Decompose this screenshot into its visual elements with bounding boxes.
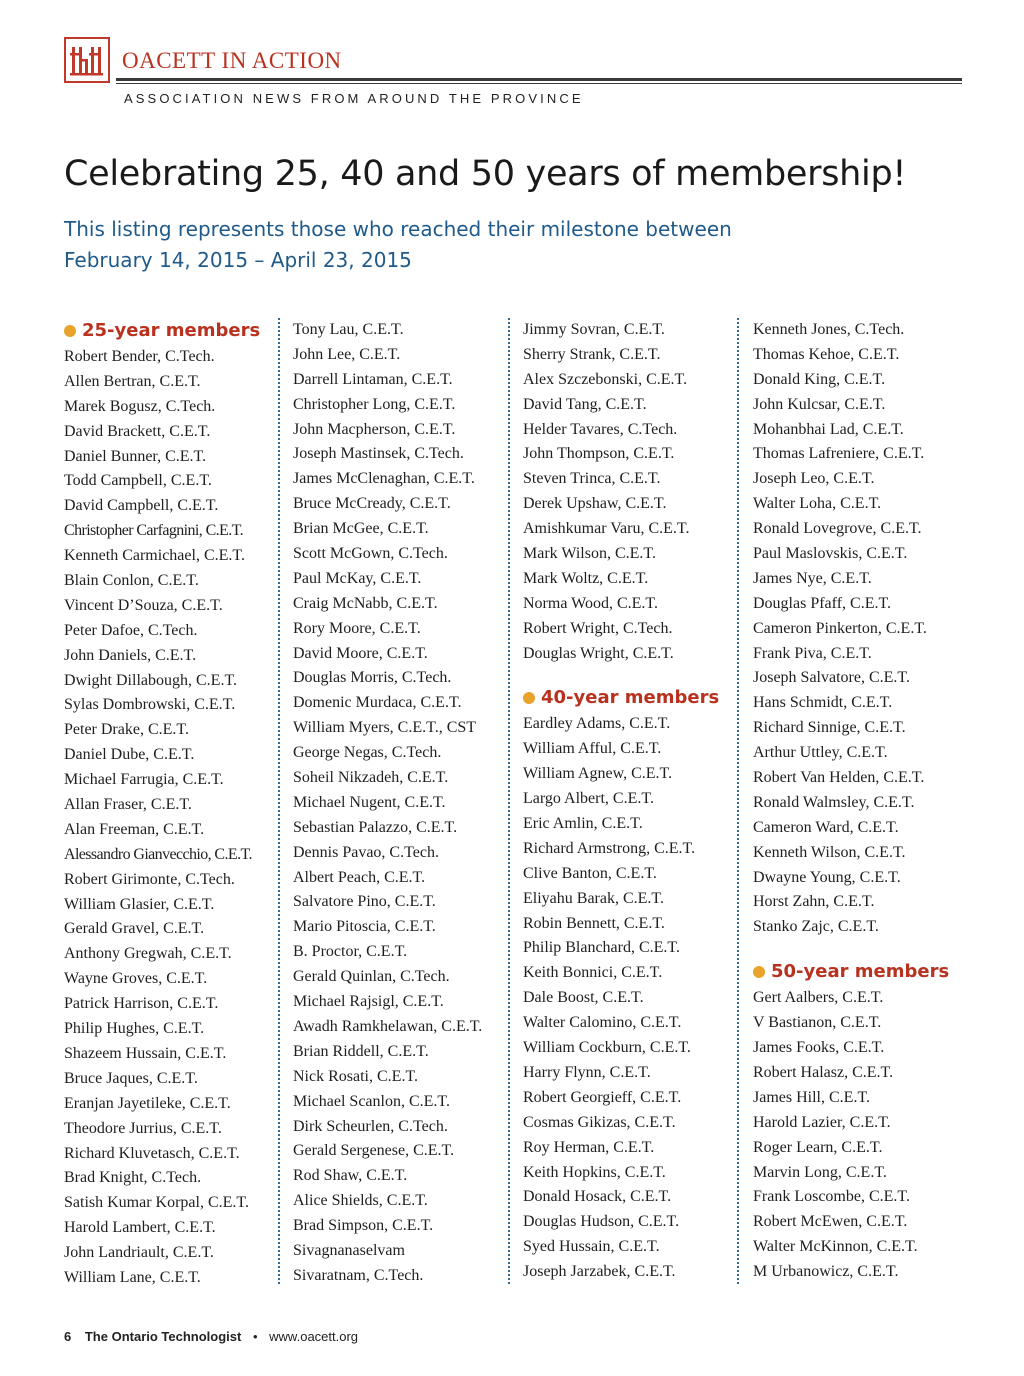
member-name: John Lee, C.E.T. — [293, 345, 401, 363]
member-name: Robert Wright, C.Tech. — [523, 619, 673, 637]
member-name: Domenic Murdaca, C.E.T. — [293, 694, 462, 712]
member-name: Robert Van Helden, C.E.T. — [753, 769, 925, 787]
member-name: Steven Trinca, C.E.T. — [523, 470, 661, 488]
member-name: Alessandro Gianvecchio, C.E.T. — [64, 845, 252, 863]
member-name: Sebastian Palazzo, C.E.T. — [293, 818, 458, 836]
section-subtitle: ASSOCIATION NEWS FROM AROUND THE PROVINCE — [124, 91, 584, 106]
website-link[interactable]: www.oacett.org — [269, 1329, 359, 1344]
member-name: John Daniels, C.E.T. — [64, 646, 197, 664]
member-name: Awadh Ramkhelawan, C.E.T. — [293, 1017, 483, 1035]
member-name: Mario Pitoscia, C.E.T. — [293, 918, 436, 936]
member-name: Cameron Pinkerton, C.E.T. — [753, 619, 927, 637]
member-name: James Fooks, C.E.T. — [753, 1039, 885, 1057]
member-name: Gert Aalbers, C.E.T. — [753, 989, 884, 1007]
member-name: Robert Halasz, C.E.T. — [753, 1063, 894, 1081]
member-name: Keith Hopkins, C.E.T. — [523, 1163, 666, 1181]
member-name: Cosmas Gikizas, C.E.T. — [523, 1113, 676, 1131]
member-name: Rory Moore, C.E.T. — [293, 619, 421, 637]
deck-line: February 14, 2015 – April 23, 2015 — [64, 248, 412, 272]
member-name: James Hill, C.E.T. — [753, 1088, 871, 1106]
member-name: Patrick Harrison, C.E.T. — [64, 995, 219, 1013]
member-name: David Moore, C.E.T. — [293, 644, 428, 662]
member-name: John Kulcsar, C.E.T. — [753, 395, 886, 413]
member-name: Allen Bertran, C.E.T. — [64, 372, 201, 390]
member-name: Joseph Salvatore, C.E.T. — [753, 669, 911, 687]
member-name: Michael Nugent, C.E.T. — [293, 793, 446, 811]
page-number: 6 — [64, 1329, 72, 1344]
member-name: William Cockburn, C.E.T. — [523, 1039, 691, 1057]
member-name: Clive Banton, C.E.T. — [523, 864, 657, 882]
column-divider — [508, 318, 510, 1284]
member-name: Walter Calomino, C.E.T. — [523, 1014, 682, 1032]
category-label: 25-year members — [82, 320, 261, 341]
member-name: Paul McKay, C.E.T. — [293, 569, 422, 587]
member-name: Walter Loha, C.E.T. — [753, 495, 882, 513]
member-name: Dwayne Young, C.E.T. — [753, 868, 901, 886]
member-name: Philip Hughes, C.E.T. — [64, 1020, 205, 1038]
member-name: David Brackett, C.E.T. — [64, 422, 211, 440]
member-name: Walter McKinnon, C.E.T. — [753, 1238, 918, 1256]
member-list — [753, 986, 949, 1285]
member-name: Richard Kluvetasch, C.E.T. — [64, 1144, 240, 1162]
member-list — [753, 318, 949, 940]
member-name: Dwight Dillabough, C.E.T. — [64, 671, 238, 689]
member-name: Gerald Quinlan, C.Tech. — [293, 968, 450, 986]
category-heading-50 — [753, 958, 949, 986]
member-name: Robert Georgieff, C.E.T. — [523, 1088, 682, 1106]
member-name: Soheil Nikzadeh, C.E.T. — [293, 769, 449, 787]
article-headline: Celebrating 25, 40 and 50 years of membership! — [64, 154, 907, 194]
member-name: Brad Simpson, C.E.T. — [293, 1217, 434, 1235]
member-name: Scott McGown, C.Tech. — [293, 545, 448, 563]
member-name: Philip Blanchard, C.E.T. — [523, 939, 681, 957]
member-name: Ronald Lovegrove, C.E.T. — [753, 520, 922, 538]
member-name: Mohanbhai Lad, C.E.T. — [753, 420, 904, 438]
member-name: Eardley Adams, C.E.T. — [523, 715, 671, 733]
member-list — [523, 712, 719, 1284]
member-name: V Bastianon, C.E.T. — [753, 1014, 882, 1032]
member-name: William Agnew, C.E.T. — [523, 765, 673, 783]
member-name: Michael Rajsigl, C.E.T. — [293, 993, 444, 1011]
page-footer — [64, 1329, 358, 1344]
member-name: Christopher Carfagnini, C.E.T. — [64, 522, 244, 540]
member-name: Todd Campbell, C.E.T. — [64, 472, 212, 490]
member-name: John Thompson, C.E.T. — [523, 445, 675, 463]
member-name: William Myers, C.E.T., CST — [293, 719, 477, 737]
member-name: Alan Freeman, C.E.T. — [64, 820, 205, 838]
members-column-2 — [293, 318, 482, 1289]
member-name: Craig McNabb, C.E.T. — [293, 594, 438, 612]
member-name: Albert Peach, C.E.T. — [293, 868, 426, 886]
member-list — [293, 318, 482, 1289]
member-name: Ronald Walmsley, C.E.T. — [753, 793, 915, 811]
member-name: Thomas Kehoe, C.E.T. — [753, 345, 900, 363]
member-name: Robert Girimonte, C.Tech. — [64, 870, 235, 888]
member-name: Donald Hosack, C.E.T. — [523, 1188, 672, 1206]
member-name: Richard Sinnige, C.E.T. — [753, 719, 906, 737]
publication-name: The Ontario Technologist — [84, 1329, 242, 1344]
member-name: Salvatore Pino, C.E.T. — [293, 893, 436, 911]
member-name: Paul Maslovskis, C.E.T. — [753, 545, 908, 563]
member-name: Eliyahu Barak, C.E.T. — [523, 889, 664, 907]
member-name: James McClenaghan, C.E.T. — [293, 470, 475, 488]
member-name: Amishkumar Varu, C.E.T. — [523, 520, 690, 538]
bullet-dot-icon — [523, 692, 535, 704]
member-name: Helder Tavares, C.Tech. — [523, 420, 678, 438]
member-name: Douglas Wright, C.E.T. — [523, 644, 674, 662]
member-name: William Lane, C.E.T. — [64, 1268, 201, 1286]
member-name: Brian McGee, C.E.T. — [293, 520, 429, 538]
member-name: Rod Shaw, C.E.T. — [293, 1167, 408, 1185]
member-name: Eric Amlin, C.E.T. — [523, 815, 643, 833]
member-name: Wayne Groves, C.E.T. — [64, 970, 208, 988]
member-name: Dale Boost, C.E.T. — [523, 989, 644, 1007]
member-name: Allan Fraser, C.E.T. — [64, 796, 192, 814]
member-name: Dirk Scheurlen, C.Tech. — [293, 1117, 448, 1135]
member-name: John Landriault, C.E.T. — [64, 1244, 214, 1262]
member-name: Eranjan Jayetileke, C.E.T. — [64, 1094, 231, 1112]
member-name: Richard Armstrong, C.E.T. — [523, 839, 696, 857]
member-name: Largo Albert, C.E.T. — [523, 790, 654, 808]
member-name: B. Proctor, C.E.T. — [293, 943, 408, 961]
category-label: 40-year members — [541, 687, 720, 709]
member-name: Kenneth Wilson, C.E.T. — [753, 843, 906, 861]
member-name: Robert Bender, C.Tech. — [64, 348, 215, 365]
member-name: Theodore Jurrius, C.E.T. — [64, 1119, 222, 1137]
member-name: John Macpherson, C.E.T. — [293, 420, 456, 438]
category-heading-25 — [64, 317, 260, 345]
member-name: David Campbell, C.E.T. — [64, 497, 219, 515]
category-label: 50-year members — [771, 961, 950, 983]
member-name: Kenneth Jones, C.Tech. — [753, 321, 905, 338]
member-name: Nick Rosati, C.E.T. — [293, 1067, 419, 1085]
member-name: William Glasier, C.E.T. — [64, 895, 215, 913]
member-name: James Nye, C.E.T. — [753, 569, 872, 587]
section-title: OACETT IN ACTION — [122, 48, 342, 73]
member-name: Kenneth Carmichael, C.E.T. — [64, 547, 245, 565]
member-name: Donald King, C.E.T. — [753, 370, 886, 388]
member-name: Frank Piva, C.E.T. — [753, 644, 872, 662]
member-name: Shazeem Hussain, C.E.T. — [64, 1044, 227, 1062]
member-name: Michael Scanlon, C.E.T. — [293, 1092, 450, 1110]
column-divider — [278, 318, 280, 1284]
member-name: David Tang, C.E.T. — [523, 395, 647, 413]
member-name: Gerald Sergenese, C.E.T. — [293, 1142, 455, 1160]
member-name: Alice Shields, C.E.T. — [293, 1192, 428, 1210]
member-name: George Negas, C.Tech. — [293, 744, 442, 762]
member-name: Mark Wilson, C.E.T. — [523, 545, 656, 563]
article-deck — [64, 214, 964, 276]
member-name: Blain Conlon, C.E.T. — [64, 572, 199, 590]
member-name: Daniel Bunner, C.E.T. — [64, 447, 207, 465]
member-name: Derek Upshaw, C.E.T. — [523, 495, 667, 513]
member-name: Sivaratnam, C.Tech. — [293, 1266, 424, 1284]
member-name: Horst Zahn, C.E.T. — [753, 893, 875, 911]
member-name: Joseph Jarzabek, C.E.T. — [523, 1263, 676, 1281]
member-name: Hans Schmidt, C.E.T. — [753, 694, 893, 712]
member-name: Brad Knight, C.Tech. — [64, 1169, 202, 1187]
member-name: Harold Lambert, C.E.T. — [64, 1219, 216, 1237]
member-name: Daniel Dube, C.E.T. — [64, 746, 195, 764]
deck-line: This listing represents those who reached their milestone between — [64, 217, 732, 241]
header-rule-thick — [116, 78, 962, 81]
members-column-3 — [523, 318, 719, 1285]
members-column-1 — [64, 317, 260, 1291]
member-name: Arthur Uttley, C.E.T. — [753, 744, 888, 762]
column-divider — [737, 318, 739, 1284]
member-name: Douglas Pfaff, C.E.T. — [753, 594, 892, 612]
member-name: Joseph Mastinsek, C.Tech. — [293, 445, 464, 463]
member-name: Frank Loscombe, C.E.T. — [753, 1188, 911, 1206]
member-name: Roy Herman, C.E.T. — [523, 1138, 655, 1156]
member-name: Sherry Strank, C.E.T. — [523, 345, 661, 363]
bullet-dot-icon — [753, 966, 765, 978]
member-name: Sylas Dombrowski, C.E.T. — [64, 696, 236, 714]
member-name: Stanko Zajc, C.E.T. — [753, 918, 879, 936]
member-name: Peter Dafoe, C.Tech. — [64, 621, 198, 639]
member-name: Brian Riddell, C.E.T. — [293, 1042, 429, 1060]
category-heading-40 — [523, 684, 719, 712]
member-name: Jimmy Sovran, C.E.T. — [523, 321, 665, 338]
member-list — [523, 318, 719, 666]
member-name: Darrell Lintaman, C.E.T. — [293, 370, 453, 388]
members-column-4 — [753, 318, 949, 1285]
member-name: Sivagnanaselvam — [293, 1241, 405, 1259]
member-name: William Afful, C.E.T. — [523, 740, 662, 758]
member-name: Harry Flynn, C.E.T. — [523, 1063, 651, 1081]
member-name: Bruce McCready, C.E.T. — [293, 495, 451, 513]
member-name: Cameron Ward, C.E.T. — [753, 818, 899, 836]
member-name: Mark Woltz, C.E.T. — [523, 569, 649, 587]
member-name: Syed Hussain, C.E.T. — [523, 1238, 660, 1256]
member-name: Satish Kumar Korpal, C.E.T. — [64, 1194, 250, 1212]
member-list — [64, 345, 260, 1291]
member-name: Robin Bennett, C.E.T. — [523, 914, 665, 932]
member-name: Marvin Long, C.E.T. — [753, 1163, 887, 1181]
member-name: Joseph Leo, C.E.T. — [753, 470, 875, 488]
member-name: Thomas Lafreniere, C.E.T. — [753, 445, 925, 463]
member-name: Peter Drake, C.E.T. — [64, 721, 189, 739]
member-name: Dennis Pavao, C.Tech. — [293, 843, 439, 861]
header-rule-thin — [116, 83, 962, 84]
member-name: Bruce Jaques, C.E.T. — [64, 1069, 198, 1087]
member-name: Marek Bogusz, C.Tech. — [64, 397, 216, 415]
member-name: Harold Lazier, C.E.T. — [753, 1113, 891, 1131]
member-name: Douglas Hudson, C.E.T. — [523, 1213, 680, 1231]
member-name: Roger Learn, C.E.T. — [753, 1138, 883, 1156]
member-name: Vincent D’Souza, C.E.T. — [64, 596, 223, 614]
member-name: Douglas Morris, C.Tech. — [293, 669, 452, 687]
member-name: Alex Szczebonski, C.E.T. — [523, 370, 688, 388]
member-name: Robert McEwen, C.E.T. — [753, 1213, 908, 1231]
member-name: Gerald Gravel, C.E.T. — [64, 920, 205, 938]
member-name: Norma Wood, C.E.T. — [523, 594, 658, 612]
member-name: Tony Lau, C.E.T. — [293, 321, 404, 338]
member-name: Michael Farrugia, C.E.T. — [64, 771, 224, 789]
member-name: M Urbanowicz, C.E.T. — [753, 1263, 899, 1281]
member-name: Keith Bonnici, C.E.T. — [523, 964, 663, 982]
footer-separator: • — [252, 1329, 258, 1344]
member-name: Anthony Gregwah, C.E.T. — [64, 945, 232, 963]
bullet-dot-icon — [64, 325, 76, 337]
member-name: Christopher Long, C.E.T. — [293, 395, 456, 413]
oacett-logo-icon — [64, 37, 110, 83]
